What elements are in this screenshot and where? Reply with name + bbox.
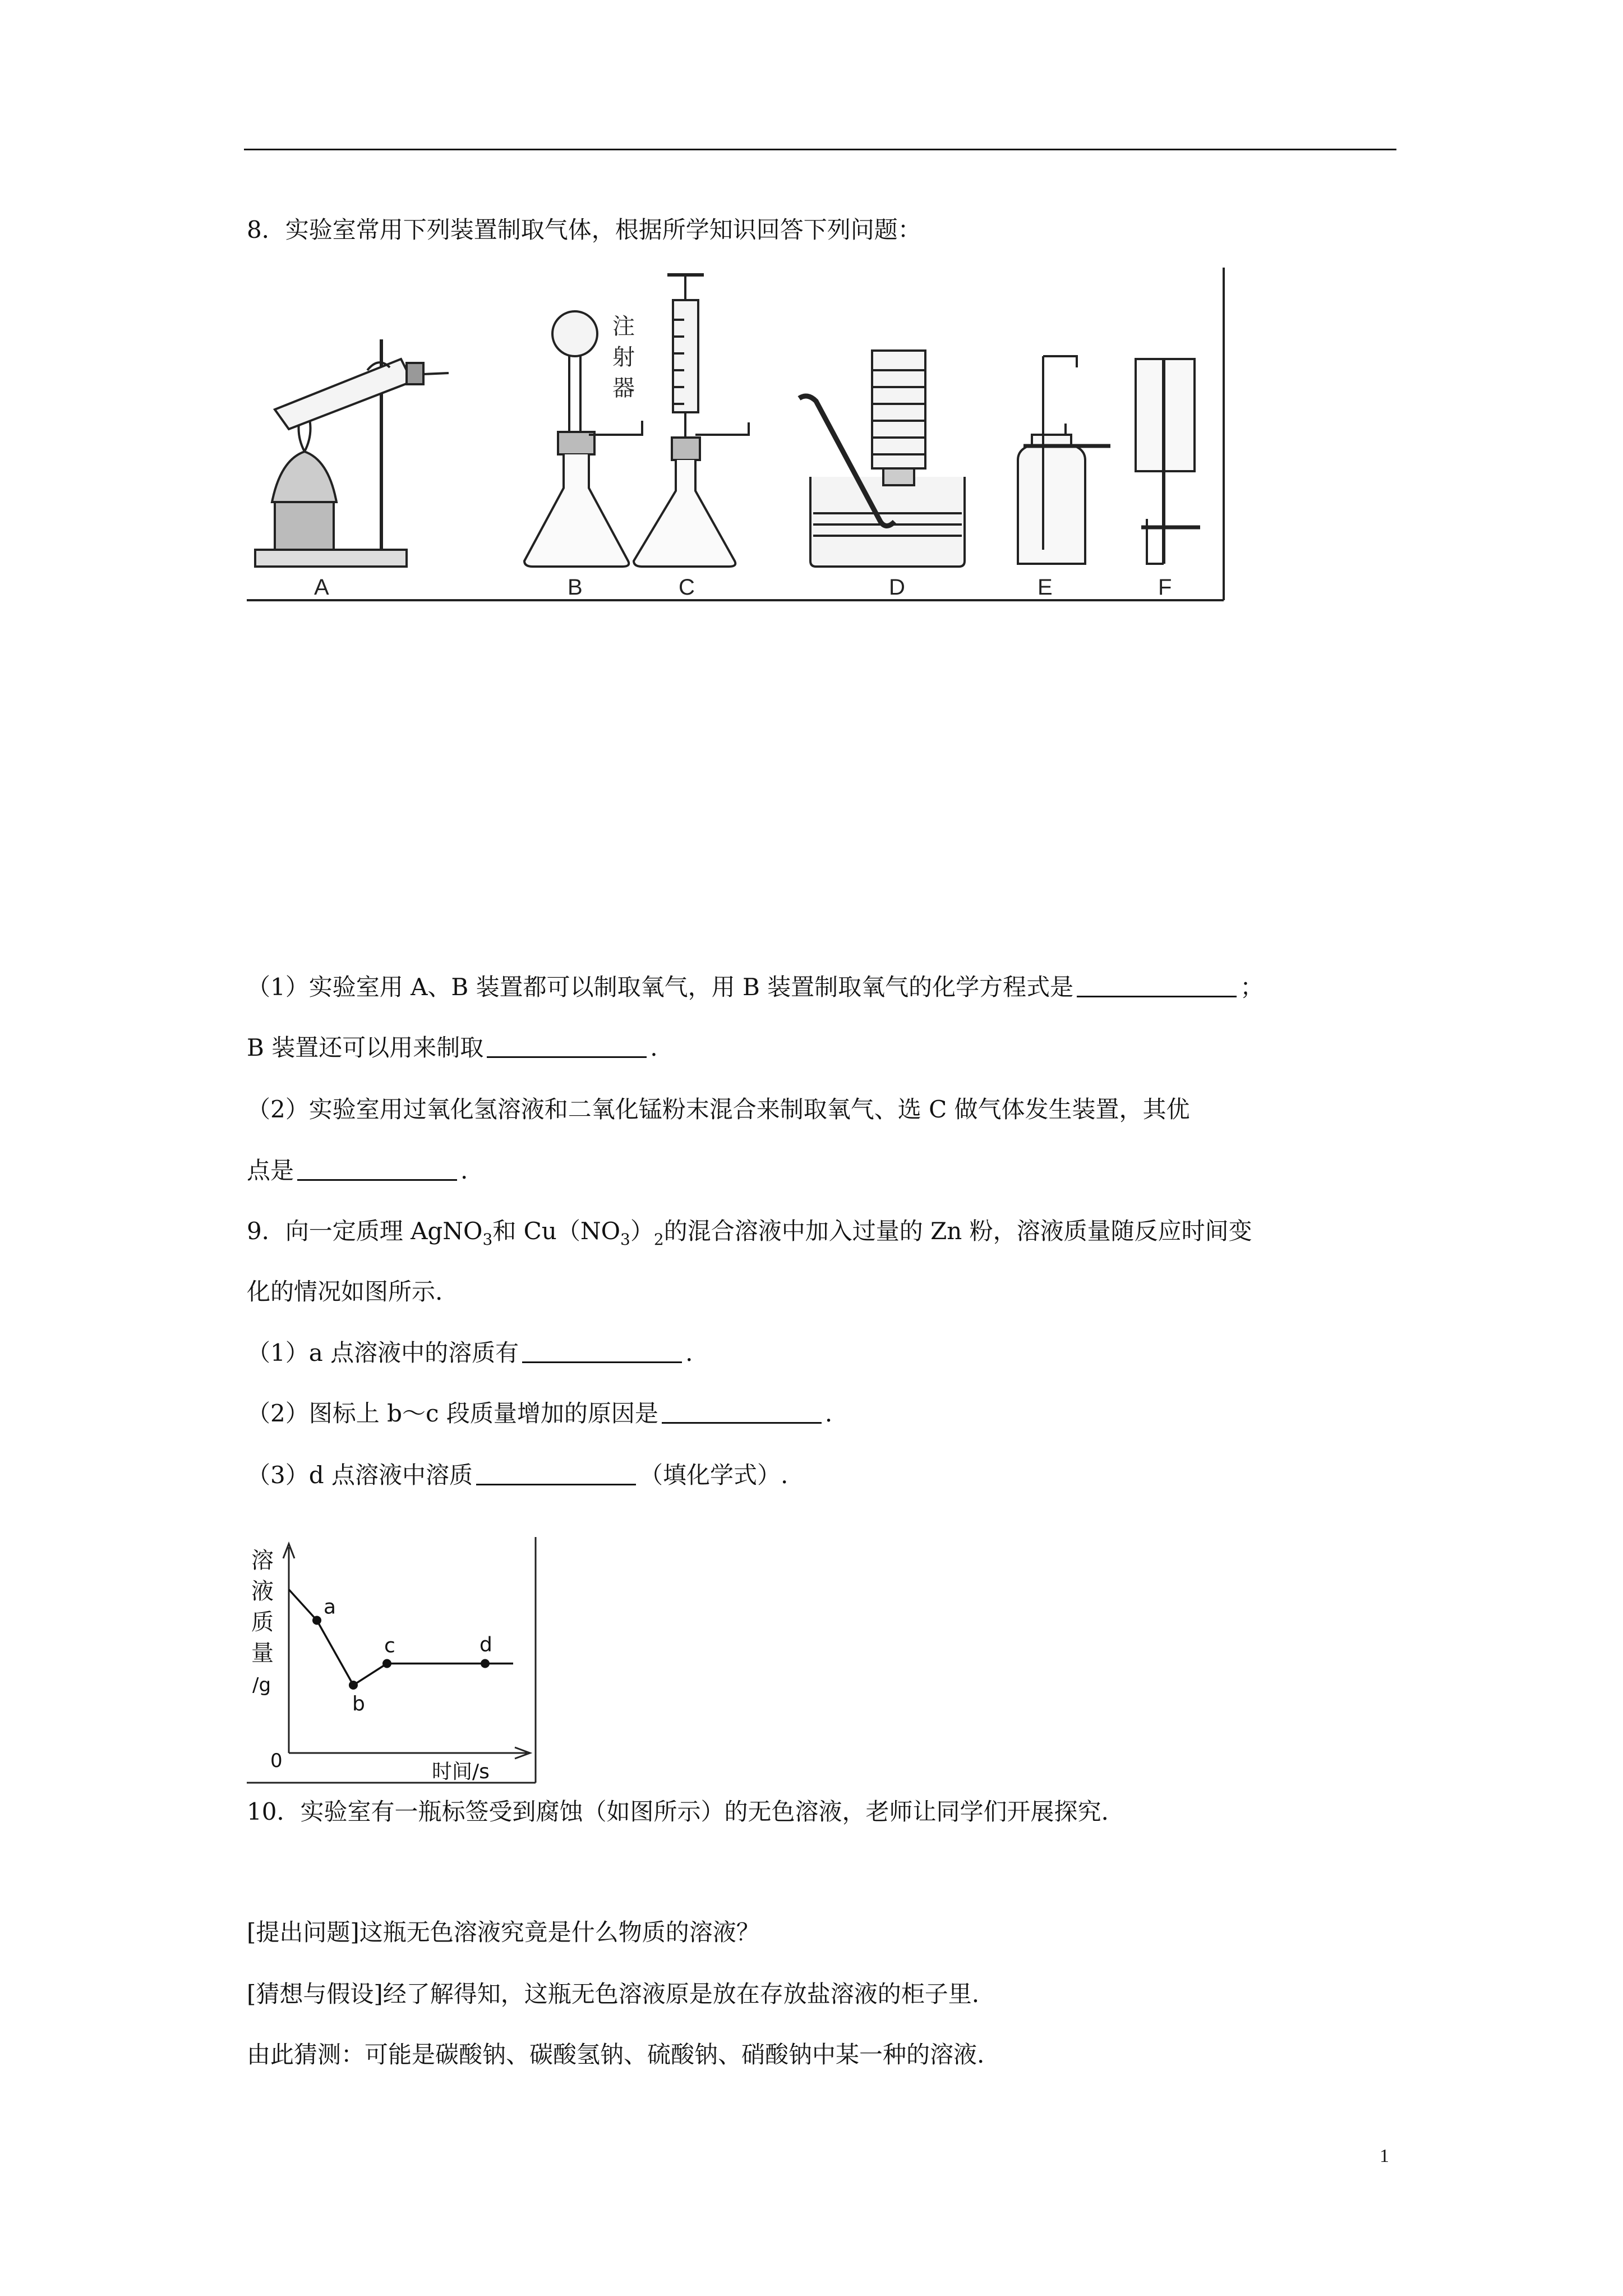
point-label-b: b (352, 1692, 365, 1715)
apparatus-label-c: C (679, 575, 695, 600)
y-label-5: /g (252, 1674, 271, 1696)
apparatus-f (1136, 359, 1200, 564)
answer-blank[interactable] (1077, 973, 1237, 997)
q10-line3: [猜想与假设]经了解得知，这瓶无色溶液原是放在存放盐溶液的柜子里. (247, 1980, 980, 2008)
answer-blank[interactable] (297, 1157, 457, 1181)
syringe-label-3: 器 (612, 376, 635, 401)
answer-blank[interactable] (522, 1339, 682, 1363)
point-label-c: c (384, 1634, 395, 1658)
x-axis-label: 时间/s (432, 1760, 490, 1783)
q8-intro: 8．实验室常用下列装置制取气体，根据所学知识回答下列问题： (247, 216, 921, 243)
answer-blank[interactable] (476, 1461, 636, 1485)
answer-blank[interactable] (662, 1400, 822, 1424)
q8-p2-line2: 点是 . (247, 1157, 468, 1184)
page-number: 1 (1380, 2146, 1389, 2166)
point-label-a: a (324, 1595, 336, 1619)
syringe-label-1: 注 (612, 314, 635, 339)
syringe-label-2: 射 (612, 345, 635, 370)
q9-line1: 9．向一定质理 AgNO$_3$和 $Cu(NO_3)_2$的混合溶液中加入过量的 Zn 粉，溶液质量随反应时间变 (247, 1217, 1252, 1249)
y-label-2: 液 (251, 1579, 274, 1604)
apparatus-e (1018, 356, 1110, 564)
apparatus-d (799, 351, 965, 567)
point-d (481, 1659, 490, 1668)
point-b (349, 1681, 358, 1690)
apparatus-a (255, 339, 449, 567)
apparatus-label-e: E (1038, 575, 1053, 600)
q9-sub2: （2）图标上 b～c 段质量增加的原因是 . (247, 1400, 833, 1427)
q10-line1: 10．实验室有一瓶标签受到腐蚀（如图所示）的无色溶液，老师让同学们开展探究. (247, 1798, 1109, 1825)
header-rule (244, 149, 1396, 150)
origin-label: 0 (270, 1750, 283, 1772)
point-c (382, 1659, 391, 1668)
q9-line2: 化的情况如图所示. (247, 1278, 443, 1305)
answer-blank[interactable] (487, 1034, 647, 1058)
q8-p2-line1: （2）实验室用过氧化氢溶液和二氧化锰粉末混合来制取氧气、选 C 做气体发生装置，其优 (247, 1096, 1190, 1123)
q10-line2: [提出问题]这瓶无色溶液究竟是什么物质的溶液？ (247, 1918, 760, 1946)
q10-line4: 由此猜测：可能是碳酸钠、碳酸氢钠、硫酸钠、硝酸钠中某一种的溶液. (247, 2041, 985, 2068)
y-label-1: 溶 (251, 1548, 274, 1573)
apparatus-figure (247, 266, 1225, 603)
q9-sub3: （3）d 点溶液中溶质 （填化学式）. (247, 1461, 789, 1489)
q8-p1-line1: （1）实验室用 A、B 装置都可以制取氧气，用 B 装置制取氧气的化学方程式是 ； (247, 973, 1264, 1001)
q8-p1-line2: B 装置还可以用来制取 . (247, 1034, 658, 1061)
point-label-d: d (479, 1633, 492, 1657)
y-label-4: 量 (251, 1640, 274, 1666)
y-label-3: 质 (251, 1609, 274, 1635)
apparatus-c (634, 275, 749, 567)
apparatus-label-a: A (314, 575, 329, 600)
apparatus-label-f: F (1158, 575, 1172, 600)
apparatus-label-d: D (889, 575, 905, 600)
apparatus-label-b: B (568, 575, 583, 600)
mass-time-chart (247, 1537, 538, 1784)
q9-sub1: （1）a 点溶液中的溶质有 . (247, 1339, 693, 1366)
point-a (312, 1616, 321, 1625)
